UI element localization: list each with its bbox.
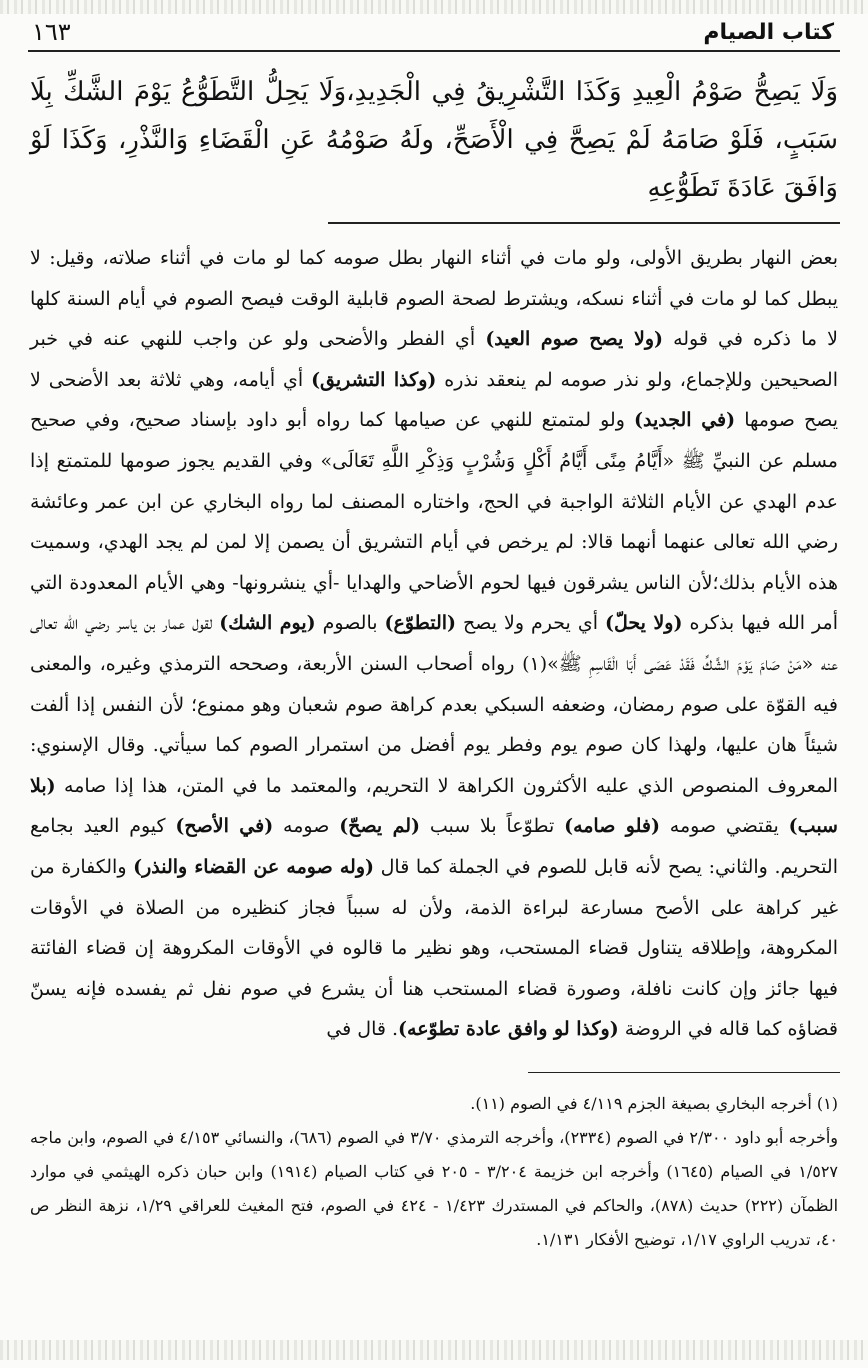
book-page: [28, 18, 840, 1333]
commentary-segment: بعض النهار بطريق الأولى، ولو مات في أثناء النهار بطل صومه كما لو مات في أثناء صلاته، وقيل: لا يبطل كما لو مات في أثناء نسكه، ويشترط لصحة الصوم قابلية الوقت فيصح الصوم في أيام السنة كلها لا ما ذكره في قوله: [30, 247, 838, 351]
commentary-lemma: (في الجديد): [633, 409, 736, 432]
footnote-1: (١) أخرجه البخاري بصيغة الجزم ٤/١١٩ في الصوم (١١).: [470, 1093, 838, 1113]
commentary-lemma: (وكذا التشريق): [311, 368, 437, 391]
scan-noise-top: [0, 0, 868, 14]
commentary-segment: . قال في: [326, 1018, 399, 1041]
commentary-lemma: (بلا سبب): [30, 774, 838, 838]
commentary-lemma: (في الأصح): [175, 815, 274, 838]
footnote-1-continued: وأخرجه أبو داود ٢/٣٠٠ في الصوم (٢٣٣٤)، وأخرجه الترمذي ٣/٧٠ في الصوم (٦٨٦)، والنسائي ٤/١٥٣ في الصوم، وابن ماجه ١/٥٢٧ في الصيام (١٦٤٥) وأخرجه ابن خزيمة ٣/٢٠٤ - ٢٠٥ في كتاب الصيام (١٩١٤) وابن حبان ذكره الهيثمي في موارد الظمآن (٢٢٢) حديث (٨٧٨)، والحاكم في المستدرك ١/٤٢٣ - ٤٢٤ في الصوم، فتح المغيث للعراقي ١/٢٩، نزهة النظر ص ٤٠، تدريب الراوي ١/١٧، توضيح الأفكار ١/١٣١.: [30, 1127, 839, 1249]
commentary-lemma: (وله صومه عن القضاء والنذر): [133, 855, 375, 878]
matn-text: وَلَا يَصِحُّ صَوْمُ الْعِيدِ وَكَذَا التَّشْرِيقُ فِي الْجَدِيدِ،وَلَا يَحِلُّ التَّطَوُّعُ يَوْمَ الشَّكِّ بِلَا سَبَبٍ، فَلَوْ صَامَهُ لَمْ يَصِحَّ فِي الْأَصَحِّ، ولَهُ صَوْمُهُ عَنِ الْقَضَاءِ وَالنَّذْرِ، وَكَذَا لَوْ وَافَقَ عَادَةَ تَطَوُّعِهِ: [30, 77, 838, 203]
footnotes: [28, 1087, 840, 1257]
commentary-segment: لقول عمار بن ياسر رضي الله تعالى عنه «مَنْ صَامَ يَوْمَ الشَّكِّ فَقَدْ عَصَى أَبَا الْقَاسِمِ ﷺ»(١) رواه أصحاب السنن الأربعة، وصححه الترمذي وغيره، والمعنى فيه القوّة على صوم رمضان، وضعفه السبكي بعدم كراهة صوم شعبان وهو ممنوع؛ لأن النفس إذا ألفت شيئاً هان عليها، ولهذا كان صوم يوم وفطر يوم أفضل من استمرار الصوم كما سيأتي. وقال الإسنوي: المعروف المنصوص الذي عليه الأكثرون الكراهة لا التحريم، والمعتمد ما في المتن، هذا إذا صامه: [30, 612, 838, 797]
page-number: ١٦٣: [32, 18, 71, 46]
scan-noise-bottom: [0, 1340, 868, 1360]
commentary-segment: صومه: [273, 815, 340, 838]
commentary-segment: يقتضي صومه: [659, 815, 789, 838]
commentary-segment: ولو لمتمتع للنهي عن صيامها كما رواه أبو داود بإسناد صحيح، وفي صحيح مسلم عن النبيِّ ﷺ «أَيَّامُ مِنًى أَيَّامُ أَكْلٍ وَشُرْبٍ وَذِكْرِ اللَّهِ تَعَالَى» وفي القديم يجوز صومها للمتمتع إذا عدم الهدي عن الأيام الثلاثة الواجبة في الحج، واختاره المصنف لما رواه البخاري عن ابن عمر وعائشة رضي الله تعالى عنهما أنهما قالا: لم يرخص في أيام التشريق أن يصمن إلا لمن لم يجد الهدي، وسميت هذه الأيام بذلك؛لأن الناس يشرقون فيها لحوم الأضاحي والهدايا -أي ينشرونها- وهي الأيام المعدودة التي أمر الله فيها بذكره: [30, 409, 838, 635]
matn-separator: [328, 222, 840, 224]
commentary-lemma: (التطوّع): [384, 612, 457, 635]
commentary-segment: أي الفطر والأضحى ولو عن واجب للنهي عنه في خبر الصحيحين وللإجماع، ولو نذر صومه لم ينعقد نذره: [30, 328, 838, 391]
commentary-lemma: (لم يصحّ): [339, 815, 421, 838]
commentary-segment: والكفارة من غير كراهة على الأصح مسارعة لبراءة الذمة، ولأن له سبباً فجاز كنظيره من الصلاة في الأوقات المكروهة، وإطلاقه يتناول قضاء المستحب، وهو نظير ما قالوه في الأوقات المكروهة إن قضاء الفائتة فيها جائز وإن كانت نافلة، وصورة قضاء المستحب هنا أن يشرع في صوم نفل ثم يفسده فإنه يسنّ قضاؤه كما قاله في الروضة: [30, 855, 838, 1041]
commentary-text: [28, 238, 840, 1050]
commentary-segment: أي يحرم ولا يصح: [456, 612, 605, 635]
book-title: كتاب الصيام: [703, 20, 834, 45]
commentary-lemma: (وكذا لو وافق عادة تطوّعه): [398, 1018, 619, 1041]
commentary-segment: بالصوم: [315, 612, 385, 635]
commentary-segment: كيوم العيد بجامع التحريم. والثاني: يصح لأنه قابل للصوم في الجملة كما قال: [30, 815, 838, 878]
footnote-separator: [528, 1072, 840, 1073]
commentary-lemma: (ولا يحلّ): [604, 612, 683, 635]
commentary-segment: أي أيامه، وهي ثلاثة بعد الأضحى لا يصح صومها: [30, 368, 838, 432]
commentary-lemma: (يوم الشك): [219, 612, 316, 635]
commentary-lemma: (فلو صامه): [564, 815, 660, 838]
commentary-lemma: (ولا يصح صوم العيد): [485, 328, 663, 351]
running-header: [28, 18, 840, 52]
commentary-segment: تطوّعاً بلا سبب: [420, 815, 565, 838]
